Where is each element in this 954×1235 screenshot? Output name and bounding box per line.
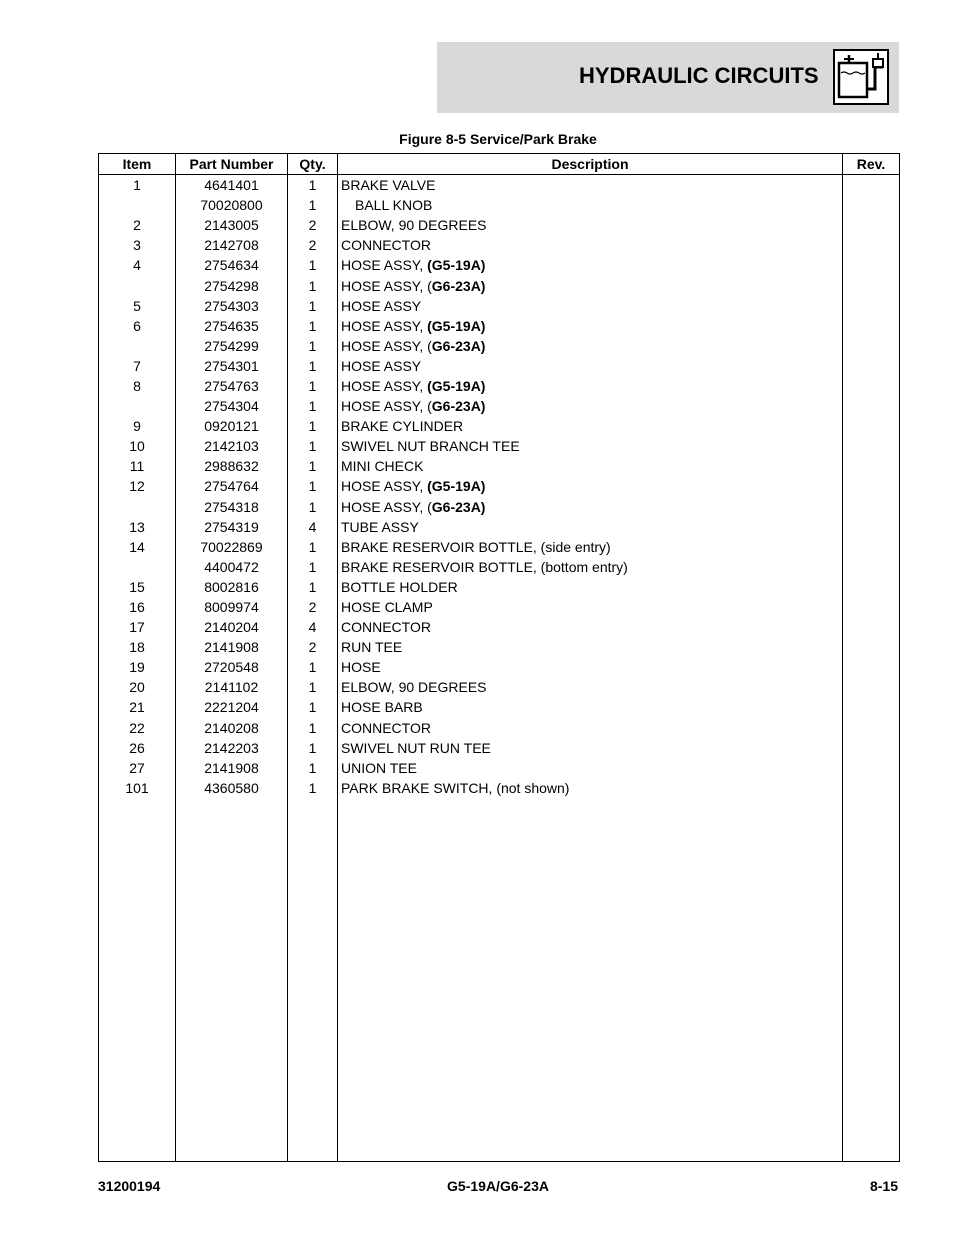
cell-rev	[843, 738, 900, 758]
cell-description	[338, 517, 843, 537]
cell-item: 101	[99, 778, 176, 798]
cell-qty: 1	[288, 436, 338, 456]
parts-table	[98, 153, 900, 1162]
cell-rev	[843, 617, 900, 637]
cell-part-number: 70020800	[176, 195, 288, 215]
cell-description	[338, 235, 843, 255]
cell-qty: 1	[288, 356, 338, 376]
description-text: TUBE ASSY	[341, 518, 419, 535]
cell-qty: 1	[288, 476, 338, 496]
cell-item	[99, 336, 176, 356]
cell-item: 27	[99, 758, 176, 778]
table-row	[99, 436, 900, 456]
cell-rev	[843, 517, 900, 537]
cell-part-number: 2720548	[176, 657, 288, 677]
cell-rev	[843, 697, 900, 717]
cell-rev	[843, 275, 900, 295]
cell-description	[338, 195, 843, 215]
table-row	[99, 235, 900, 255]
description-text: BOTTLE HOLDER	[341, 578, 458, 595]
cell-rev	[843, 195, 900, 215]
cell-qty: 1	[288, 456, 338, 476]
table-row	[99, 175, 900, 196]
cell-qty: 2	[288, 637, 338, 657]
model-variant: G6-23A)	[431, 498, 486, 515]
cell-rev	[843, 677, 900, 697]
cell-rev	[843, 557, 900, 577]
cell-description	[338, 175, 843, 196]
cell-rev	[843, 376, 900, 396]
table-header-row	[99, 154, 900, 175]
cell-rev	[843, 778, 900, 798]
cell-item	[99, 497, 176, 517]
model-name: G5-19A/G6-23A	[447, 1178, 549, 1194]
cell-part-number: 2754318	[176, 497, 288, 517]
cell-item: 6	[99, 316, 176, 336]
cell-description	[338, 336, 843, 356]
cell-qty: 1	[288, 175, 338, 196]
cell-item: 3	[99, 235, 176, 255]
description-text: SWIVEL NUT RUN TEE	[341, 739, 491, 756]
model-variant: (G5-19A)	[427, 478, 486, 495]
cell-qty: 1	[288, 275, 338, 295]
document-number: 31200194	[98, 1178, 161, 1194]
filler-cell	[338, 798, 843, 1162]
cell-rev	[843, 356, 900, 376]
cell-part-number: 4641401	[176, 175, 288, 196]
cell-description	[338, 376, 843, 396]
cell-qty: 2	[288, 235, 338, 255]
model-variant: G6-23A)	[431, 277, 486, 294]
cell-description	[338, 697, 843, 717]
cell-qty: 1	[288, 376, 338, 396]
cell-description	[338, 557, 843, 577]
cell-qty: 2	[288, 597, 338, 617]
cell-part-number: 2754763	[176, 376, 288, 396]
cell-qty: 1	[288, 778, 338, 798]
cell-rev	[843, 175, 900, 196]
cell-description	[338, 597, 843, 617]
description-text: MINI CHECK	[341, 458, 424, 475]
table-row	[99, 255, 900, 275]
cell-item	[99, 275, 176, 295]
table-row	[99, 597, 900, 617]
cell-item: 17	[99, 617, 176, 637]
description-text: ELBOW, 90 DEGREES	[341, 217, 487, 234]
cell-description	[338, 738, 843, 758]
cell-part-number: 70022869	[176, 537, 288, 557]
cell-item	[99, 396, 176, 416]
description-text: HOSE ASSY	[341, 357, 422, 374]
cell-qty: 1	[288, 657, 338, 677]
table-row	[99, 577, 900, 597]
description-text: CONNECTOR	[341, 237, 431, 254]
cell-qty: 1	[288, 697, 338, 717]
cell-description	[338, 617, 843, 637]
table-filler-row	[99, 798, 900, 1162]
cell-item: 22	[99, 718, 176, 738]
description-text: BRAKE RESERVOIR BOTTLE, (bottom entry)	[341, 558, 628, 575]
cell-rev	[843, 255, 900, 275]
table-row	[99, 376, 900, 396]
table-row	[99, 195, 900, 215]
cell-item: 1	[99, 175, 176, 196]
description-text: UNION TEE	[341, 759, 417, 776]
cell-qty: 1	[288, 396, 338, 416]
table-row	[99, 215, 900, 235]
cell-rev	[843, 476, 900, 496]
cell-rev	[843, 296, 900, 316]
description-text: HOSE ASSY,	[341, 317, 428, 334]
cell-description	[338, 215, 843, 235]
cell-qty: 1	[288, 738, 338, 758]
cell-qty: 1	[288, 718, 338, 738]
model-variant: (G5-19A)	[427, 377, 486, 394]
filler-cell	[176, 798, 288, 1162]
cell-item: 16	[99, 597, 176, 617]
cell-description	[338, 296, 843, 316]
page-number: 8-15	[869, 1178, 898, 1194]
cell-part-number: 2140208	[176, 718, 288, 738]
filler-cell	[288, 798, 338, 1162]
cell-item: 19	[99, 657, 176, 677]
cell-item: 2	[99, 215, 176, 235]
cell-description	[338, 758, 843, 778]
cell-part-number: 0920121	[176, 416, 288, 436]
cell-part-number: 4400472	[176, 557, 288, 577]
column-header-item: Item	[99, 154, 176, 175]
cell-part-number: 2141908	[176, 758, 288, 778]
cell-part-number: 2754634	[176, 255, 288, 275]
cell-part-number: 2143005	[176, 215, 288, 235]
cell-item: 8	[99, 376, 176, 396]
cell-item: 11	[99, 456, 176, 476]
cell-qty: 1	[288, 577, 338, 597]
cell-item	[99, 195, 176, 215]
description-text: HOSE ASSY, (	[341, 277, 432, 294]
figure-title: Figure 8-5 Service/Park Brake	[399, 131, 597, 147]
table-row	[99, 657, 900, 677]
cell-item: 9	[99, 416, 176, 436]
cell-part-number: 2754303	[176, 296, 288, 316]
cell-description	[338, 316, 843, 336]
table-row	[99, 476, 900, 496]
cell-qty: 1	[288, 255, 338, 275]
cell-rev	[843, 597, 900, 617]
description-text: HOSE ASSY,	[341, 377, 428, 394]
description-text: ELBOW, 90 DEGREES	[341, 679, 487, 696]
cell-rev	[843, 336, 900, 356]
cell-item: 4	[99, 255, 176, 275]
model-variant: G6-23A)	[431, 337, 486, 354]
cell-rev	[843, 436, 900, 456]
cell-description	[338, 718, 843, 738]
cell-qty: 4	[288, 517, 338, 537]
cell-rev	[843, 416, 900, 436]
cell-item: 20	[99, 677, 176, 697]
cell-item: 12	[99, 476, 176, 496]
cell-rev	[843, 215, 900, 235]
description-text: HOSE ASSY, (	[341, 398, 432, 415]
description-text: CONNECTOR	[341, 619, 431, 636]
cell-description	[338, 275, 843, 295]
table-row	[99, 778, 900, 798]
description-text: CONNECTOR	[341, 719, 431, 736]
model-variant: (G5-19A)	[427, 257, 486, 274]
cell-item: 21	[99, 697, 176, 717]
cell-qty: 1	[288, 416, 338, 436]
description-text: HOSE ASSY,	[341, 478, 428, 495]
cell-item: 26	[99, 738, 176, 758]
cell-part-number: 4360580	[176, 778, 288, 798]
cell-rev	[843, 537, 900, 557]
cell-qty: 1	[288, 537, 338, 557]
cell-part-number: 2754304	[176, 396, 288, 416]
cell-part-number: 8002816	[176, 577, 288, 597]
cell-part-number: 2754319	[176, 517, 288, 537]
cell-part-number: 2221204	[176, 697, 288, 717]
table-row	[99, 296, 900, 316]
cell-description	[338, 416, 843, 436]
cell-item	[99, 557, 176, 577]
description-text: RUN TEE	[341, 639, 403, 656]
table-row	[99, 718, 900, 738]
cell-qty: 1	[288, 316, 338, 336]
cell-part-number: 2754764	[176, 476, 288, 496]
cell-rev	[843, 718, 900, 738]
table-row	[99, 537, 900, 557]
cell-rev	[843, 316, 900, 336]
cell-rev	[843, 235, 900, 255]
table-row	[99, 456, 900, 476]
description-text: BRAKE VALVE	[341, 177, 436, 194]
cell-item: 18	[99, 637, 176, 657]
cell-rev	[843, 758, 900, 778]
cell-rev	[843, 657, 900, 677]
description-text: BRAKE CYLINDER	[341, 418, 464, 435]
cell-part-number: 2754298	[176, 275, 288, 295]
cell-part-number: 2141102	[176, 677, 288, 697]
section-title: HYDRAULIC CIRCUITS	[579, 63, 819, 88]
cell-item: 7	[99, 356, 176, 376]
table-row	[99, 617, 900, 637]
table-row	[99, 557, 900, 577]
cell-qty: 1	[288, 557, 338, 577]
cell-item: 10	[99, 436, 176, 456]
cell-part-number: 2754299	[176, 336, 288, 356]
cell-qty: 1	[288, 758, 338, 778]
table-row	[99, 517, 900, 537]
model-variant: G6-23A)	[431, 398, 486, 415]
cell-item: 5	[99, 296, 176, 316]
column-header-rev: Rev.	[843, 154, 900, 175]
cell-qty: 1	[288, 336, 338, 356]
cell-part-number: 2142103	[176, 436, 288, 456]
column-header-qty: Qty.	[288, 154, 338, 175]
column-header-description: Description	[338, 154, 843, 175]
cell-part-number: 2754635	[176, 316, 288, 336]
cell-description	[338, 577, 843, 597]
cell-description	[338, 677, 843, 697]
cell-qty: 1	[288, 677, 338, 697]
cell-part-number: 2142203	[176, 738, 288, 758]
cell-qty: 4	[288, 617, 338, 637]
cell-description	[338, 456, 843, 476]
cell-rev	[843, 497, 900, 517]
cell-description	[338, 476, 843, 496]
table-row	[99, 336, 900, 356]
cell-part-number: 2142708	[176, 235, 288, 255]
filler-cell	[99, 798, 176, 1162]
description-text: HOSE ASSY, (	[341, 498, 432, 515]
cell-description	[338, 778, 843, 798]
cell-part-number: 2140204	[176, 617, 288, 637]
cell-description	[338, 396, 843, 416]
description-text: HOSE ASSY,	[341, 257, 428, 274]
cell-description	[338, 657, 843, 677]
cell-rev	[843, 456, 900, 476]
description-text: BALL KNOB	[355, 197, 433, 214]
column-header-part-number: Part Number	[176, 154, 288, 175]
description-text: HOSE	[341, 659, 381, 676]
description-text: BRAKE RESERVOIR BOTTLE, (side entry)	[341, 538, 611, 555]
cell-qty: 1	[288, 296, 338, 316]
cell-description	[338, 637, 843, 657]
cell-description	[338, 255, 843, 275]
cell-description	[338, 497, 843, 517]
table-row	[99, 758, 900, 778]
cell-qty: 2	[288, 215, 338, 235]
hydraulic-reservoir-icon	[833, 49, 889, 105]
cell-item: 15	[99, 577, 176, 597]
table-row	[99, 316, 900, 336]
cell-rev	[843, 577, 900, 597]
description-text: HOSE BARB	[341, 699, 423, 716]
table-row	[99, 275, 900, 295]
cell-rev	[843, 396, 900, 416]
description-text: HOSE ASSY	[341, 297, 422, 314]
table-row	[99, 738, 900, 758]
cell-part-number: 2141908	[176, 637, 288, 657]
table-row	[99, 497, 900, 517]
description-text: HOSE CLAMP	[341, 599, 433, 616]
cell-part-number: 8009974	[176, 597, 288, 617]
table-row	[99, 396, 900, 416]
table-row	[99, 356, 900, 376]
cell-rev	[843, 637, 900, 657]
cell-part-number: 2754301	[176, 356, 288, 376]
cell-description	[338, 537, 843, 557]
cell-description	[338, 356, 843, 376]
cell-qty: 1	[288, 497, 338, 517]
description-text: PARK BRAKE SWITCH, (not shown)	[341, 779, 570, 796]
cell-part-number: 2988632	[176, 456, 288, 476]
description-text: SWIVEL NUT BRANCH TEE	[341, 438, 520, 455]
table-row	[99, 677, 900, 697]
cell-qty: 1	[288, 195, 338, 215]
table-row	[99, 637, 900, 657]
table-row	[99, 697, 900, 717]
cell-item: 13	[99, 517, 176, 537]
model-variant: (G5-19A)	[427, 317, 486, 334]
filler-cell	[843, 798, 900, 1162]
cell-item: 14	[99, 537, 176, 557]
cell-description	[338, 436, 843, 456]
description-text: HOSE ASSY, (	[341, 337, 432, 354]
table-row	[99, 416, 900, 436]
